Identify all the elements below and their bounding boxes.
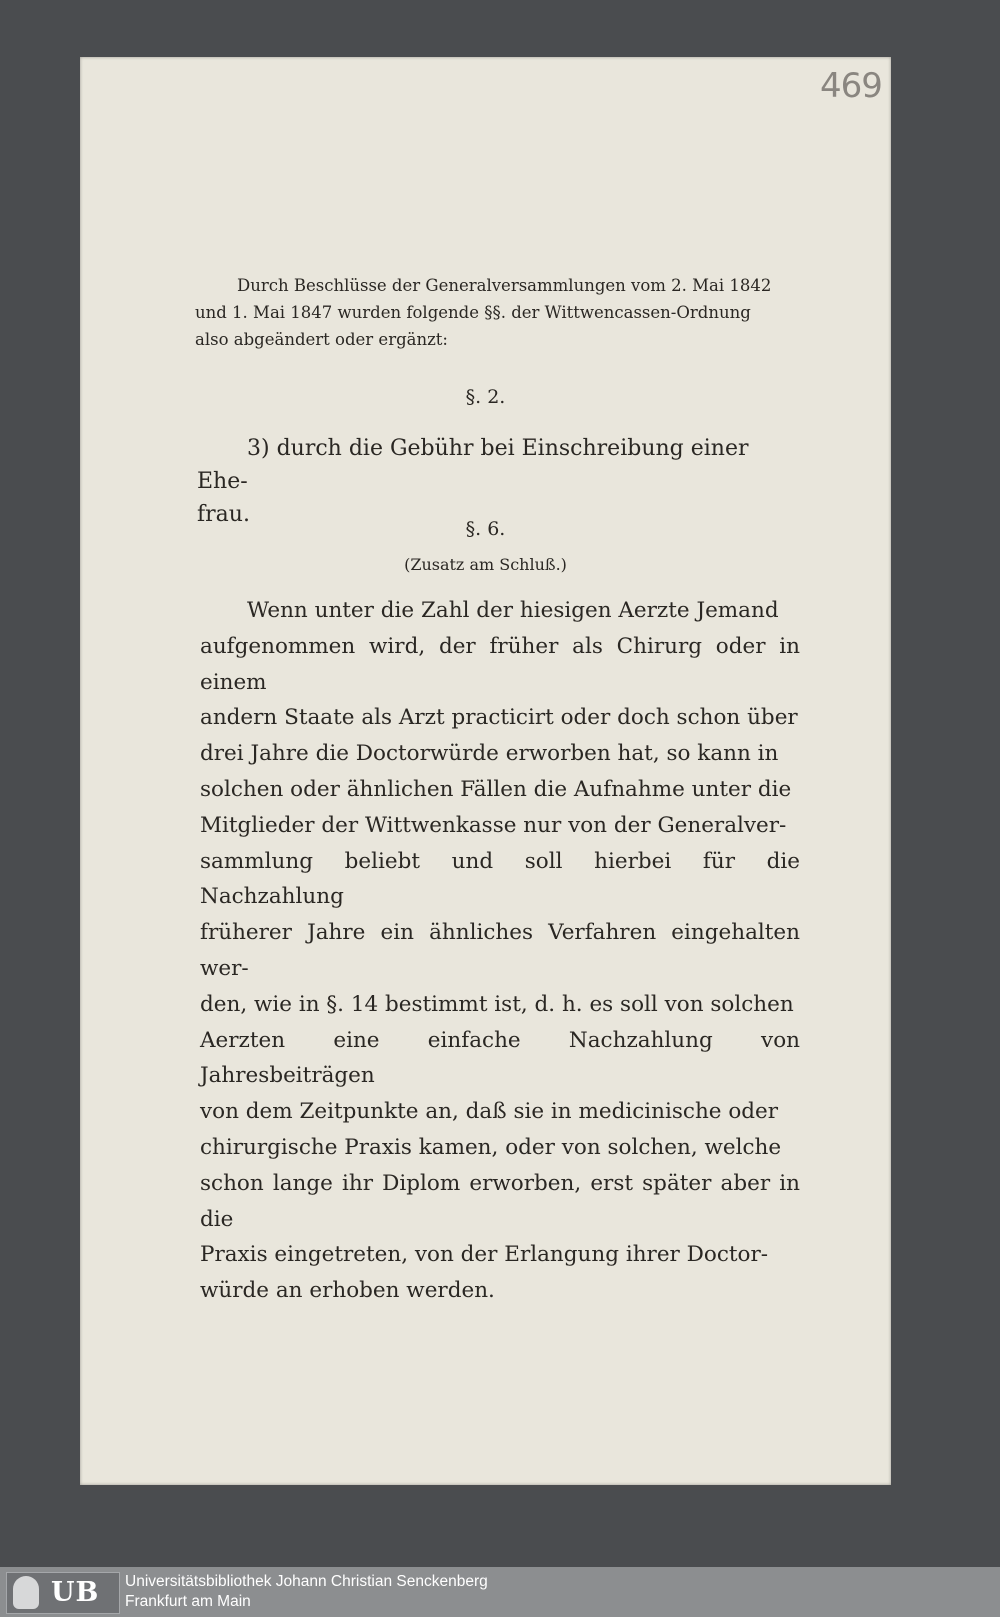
section-2-heading: §. 2. (465, 386, 506, 408)
body-line: sammlung beliebt und soll hierbei für die Nachzahlung (200, 848, 800, 910)
body-line: Aerzten eine einfache Nachzahlung von Jahresbeiträgen (200, 1027, 800, 1089)
library-footer (0, 1567, 1000, 1617)
item-line: frau. (197, 502, 250, 527)
library-city: Frankfurt am Main (125, 1593, 251, 1610)
item-line: 3) durch die Gebühr bei Einschreibung einer Ehe- (197, 436, 749, 494)
portrait-icon (13, 1576, 39, 1609)
section-6-body (200, 593, 800, 1309)
body-line: drei Jahre die Doctorwürde erworben hat, so kann in (200, 741, 779, 767)
body-line: schon lange ihr Diplom erworben, erst später aber in die (200, 1170, 800, 1232)
body-line: früherer Jahre ein ähnliches Verfahren eingehalten wer- (200, 920, 800, 981)
body-line: chirurgische Praxis kamen, oder von solchen, welche (200, 1134, 782, 1160)
body-line: würde an erhoben werden. (200, 1278, 495, 1304)
body-line: von dem Zeitpunkte an, daß sie in medicinische oder (200, 1099, 779, 1125)
section-6-heading: §. 6. (465, 518, 506, 540)
body-line: Wenn unter die Zahl der hiesigen Aerzte Jemand (247, 598, 779, 623)
intro-line: Durch Beschlüsse der Generalversammlungen vom 2. Mai 1842 (237, 276, 772, 295)
intro-paragraph (195, 272, 795, 353)
ub-logo[interactable] (6, 1572, 120, 1614)
section-2-item (197, 432, 797, 531)
page-number: 469 (820, 66, 882, 106)
logo-text: UB (51, 1577, 100, 1608)
body-line: Mitglieder der Wittwenkasse nur von der Generalver- (200, 812, 787, 838)
intro-line: also abgeändert oder ergänzt: (195, 330, 448, 349)
body-line: aufgenommen wird, der früher als Chirurg oder in einem (200, 633, 800, 695)
body-line: andern Staate als Arzt practicirt oder doch schon über (200, 705, 798, 731)
body-line: den, wie in §. 14 bestimmt ist, d. h. es soll von solchen (200, 991, 794, 1017)
intro-line: und 1. Mai 1847 wurden folgende §§. der Wittwencassen-Ordnung (195, 303, 751, 322)
body-line: solchen oder ähnlichen Fällen die Aufnahme unter die (200, 776, 792, 802)
library-name: Universitätsbibliothek Johann Christian Senckenberg (125, 1573, 488, 1590)
body-line: Praxis eingetreten, von der Erlangung ihrer Doctor- (200, 1242, 769, 1268)
section-6-note: (Zusatz am Schluß.) (404, 555, 567, 574)
